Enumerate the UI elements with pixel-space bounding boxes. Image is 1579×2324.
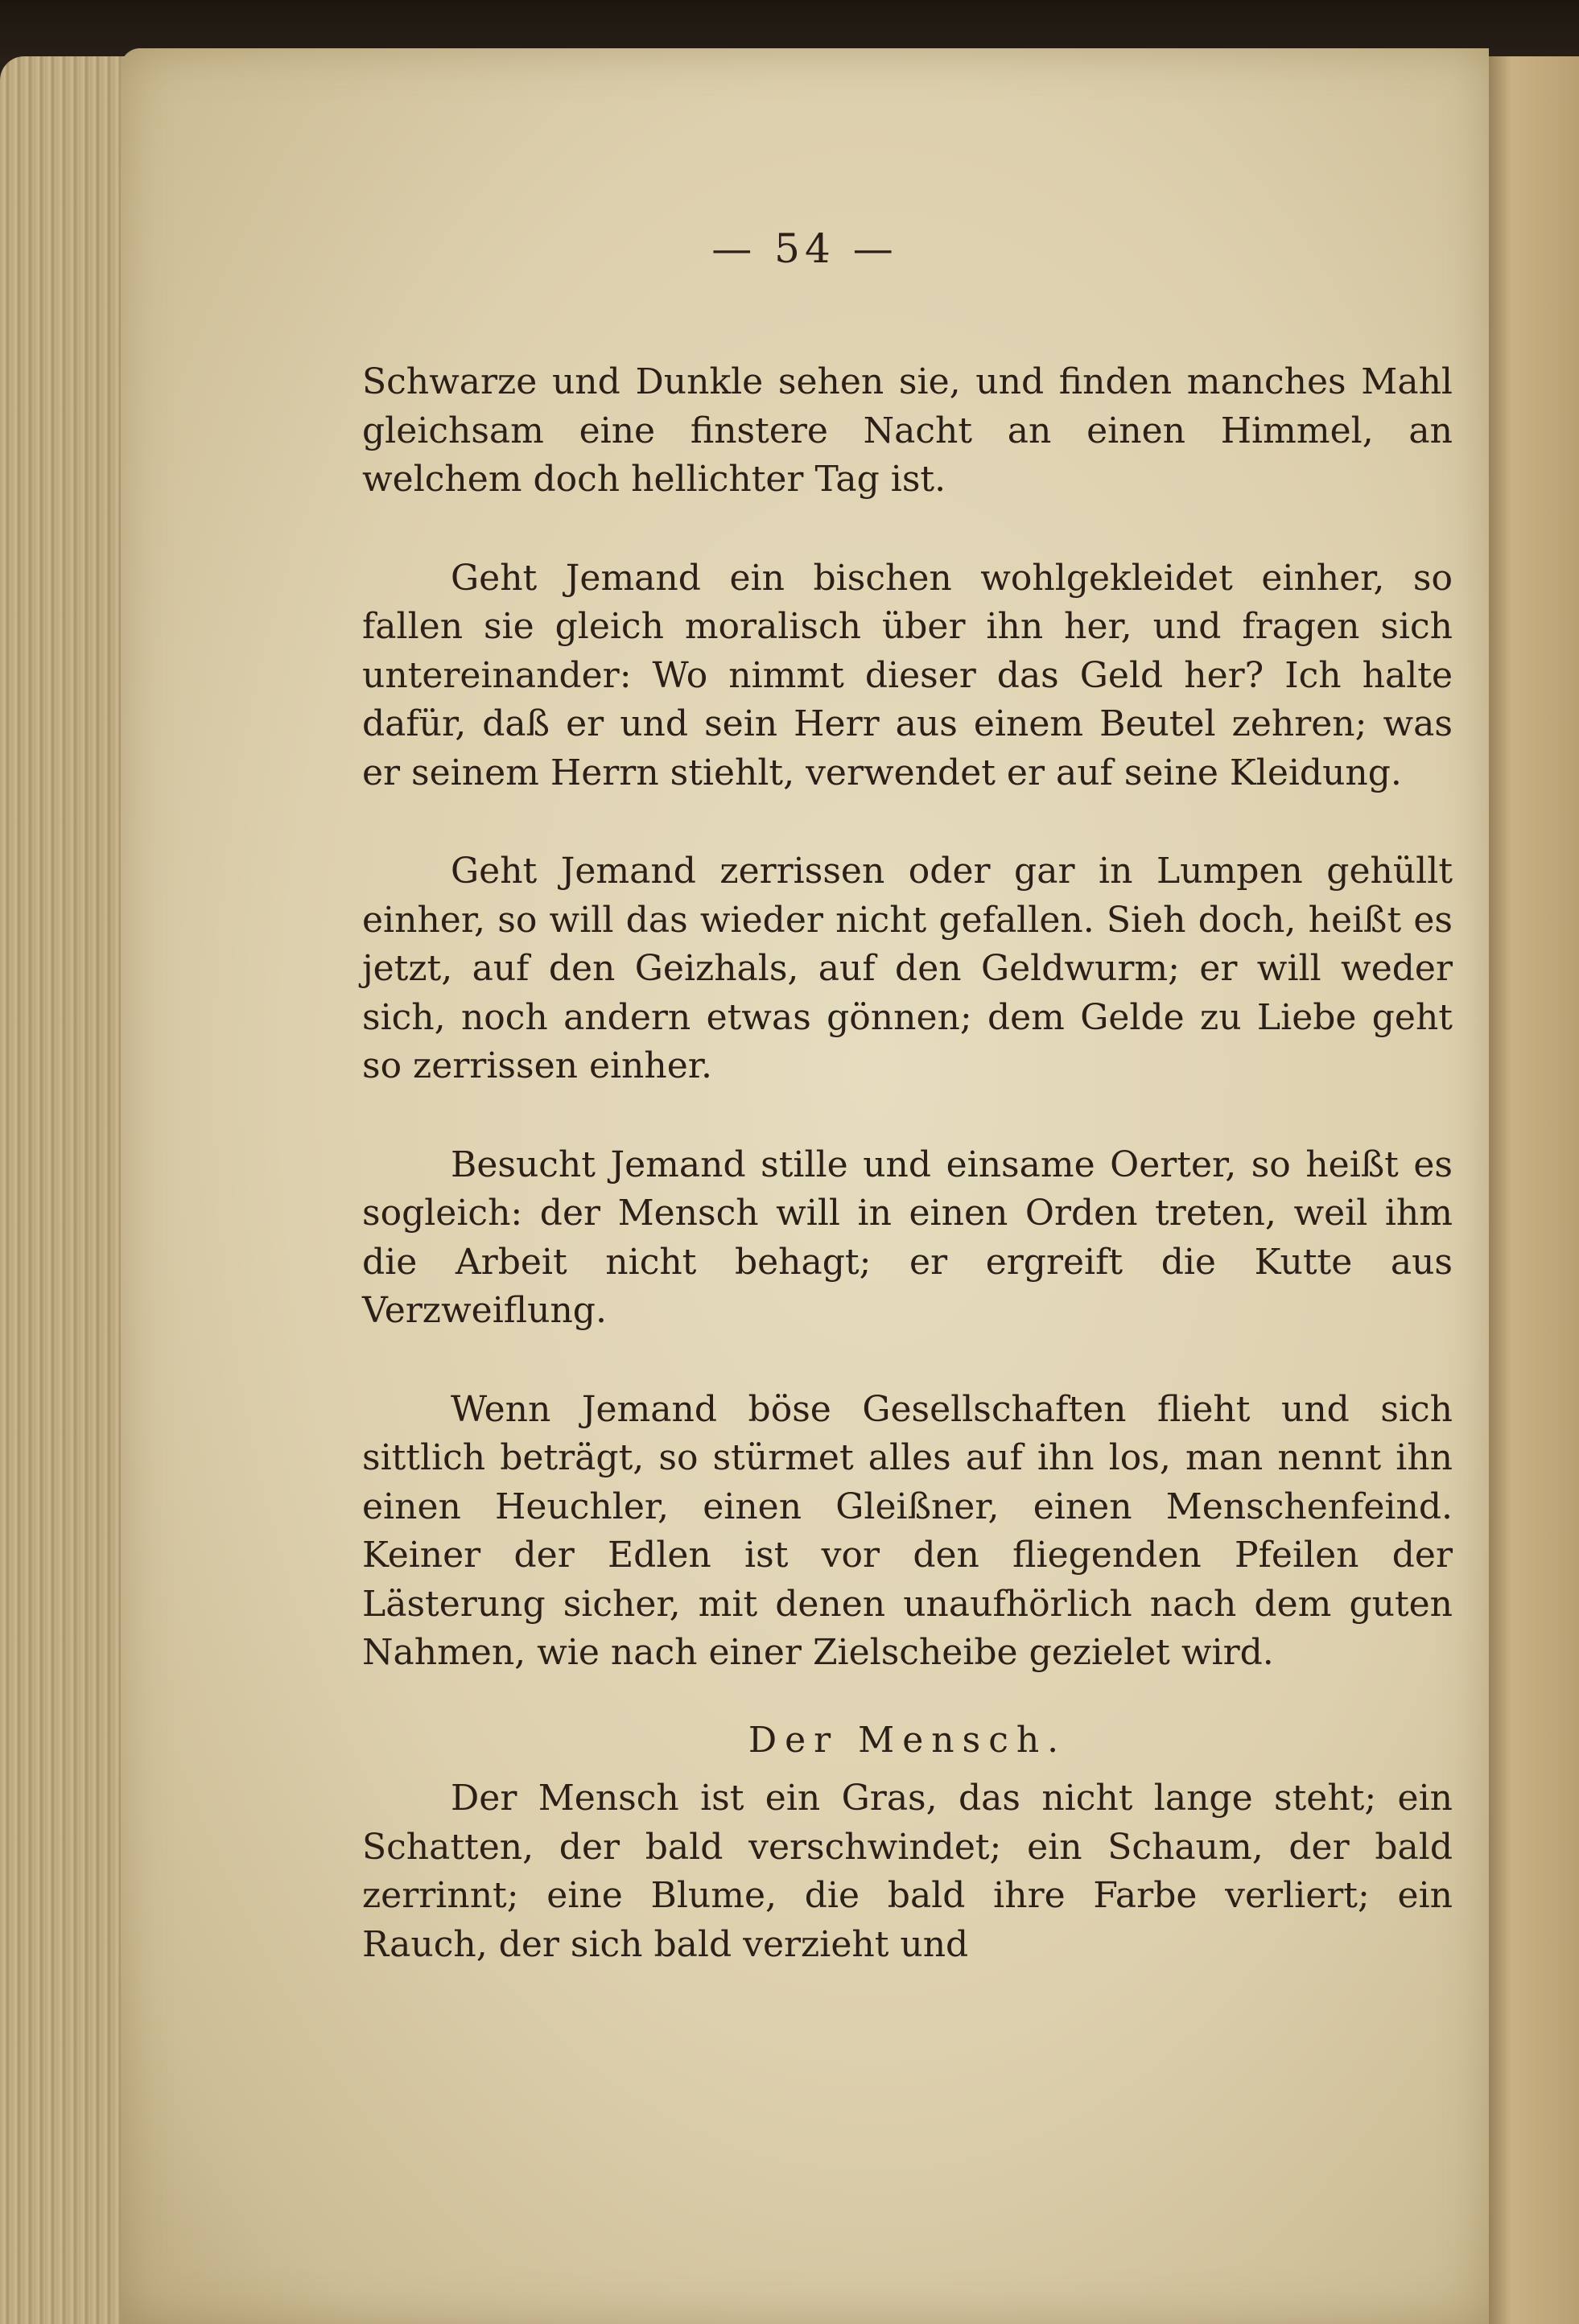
- facing-page-edge: [1482, 56, 1579, 2324]
- paragraph-2: Geht Jemand ein bischen wohlgekleidet einher, so fallen sie gleich moralisch über ihn her, und fragen sich untereinander: Wo nimmt dieser das Geld her? Ich halte dafür, daß er und sein Herr aus einem Beutel zehren; was er seinem Herrn stiehlt, verwendet er auf seine Kleidung.: [362, 557, 1453, 793]
- book-page-edges: [0, 56, 137, 2324]
- section-paragraph: Der Mensch ist ein Gras, das nicht lange steht; ein Schatten, der bald verschwindet; ein Schaum, der bald zerrinnt; eine Blume, die bald ihre Farbe verliert; ein Rauch, der sich bald verzieht und: [362, 1778, 1453, 1965]
- section-heading: Der Mensch.: [748, 1719, 1067, 1761]
- paragraph-1: Schwarze und Dunkle sehen sie, und finden manches Mahl gleichsam eine finstere Nacht an einen Himmel, an welchem doch hellichter Tag ist.: [362, 361, 1453, 500]
- page-text: [362, 358, 1453, 1969]
- book-page: [121, 48, 1489, 2324]
- paragraph-3: Geht Jemand zerrissen oder gar in Lumpen gehüllt einher, so will das wieder nicht gefallen. Sieh doch, heißt es jetzt, auf den Geizhals, auf den Geldwurm; er will weder sich, noch andern etwas gönnen; dem Gelde zu Liebe geht so zerrissen einher.: [362, 851, 1453, 1086]
- page-number: — 54 —: [711, 225, 898, 272]
- paragraph-4: Besucht Jemand stille und einsame Oerter, so heißt es sogleich: der Mensch will in einen Orden treten, weil ihm die Arbeit nicht behagt; er ergreift die Kutte aus Verzweiflung.: [362, 1143, 1453, 1331]
- paragraph-5: Wenn Jemand böse Gesellschaften flieht und sich sittlich beträgt, so stürmet alles auf ihn los, man nennt ihn einen Heuchler, einen Gleißner, einen Menschenfeind. Keiner der Edlen ist vor den fliegenden Pfeilen der Lästerung sicher, mit denen unaufhörlich nach dem guten Nahmen, wie nach einer Zielscheibe gezielet wird.: [362, 1388, 1453, 1673]
